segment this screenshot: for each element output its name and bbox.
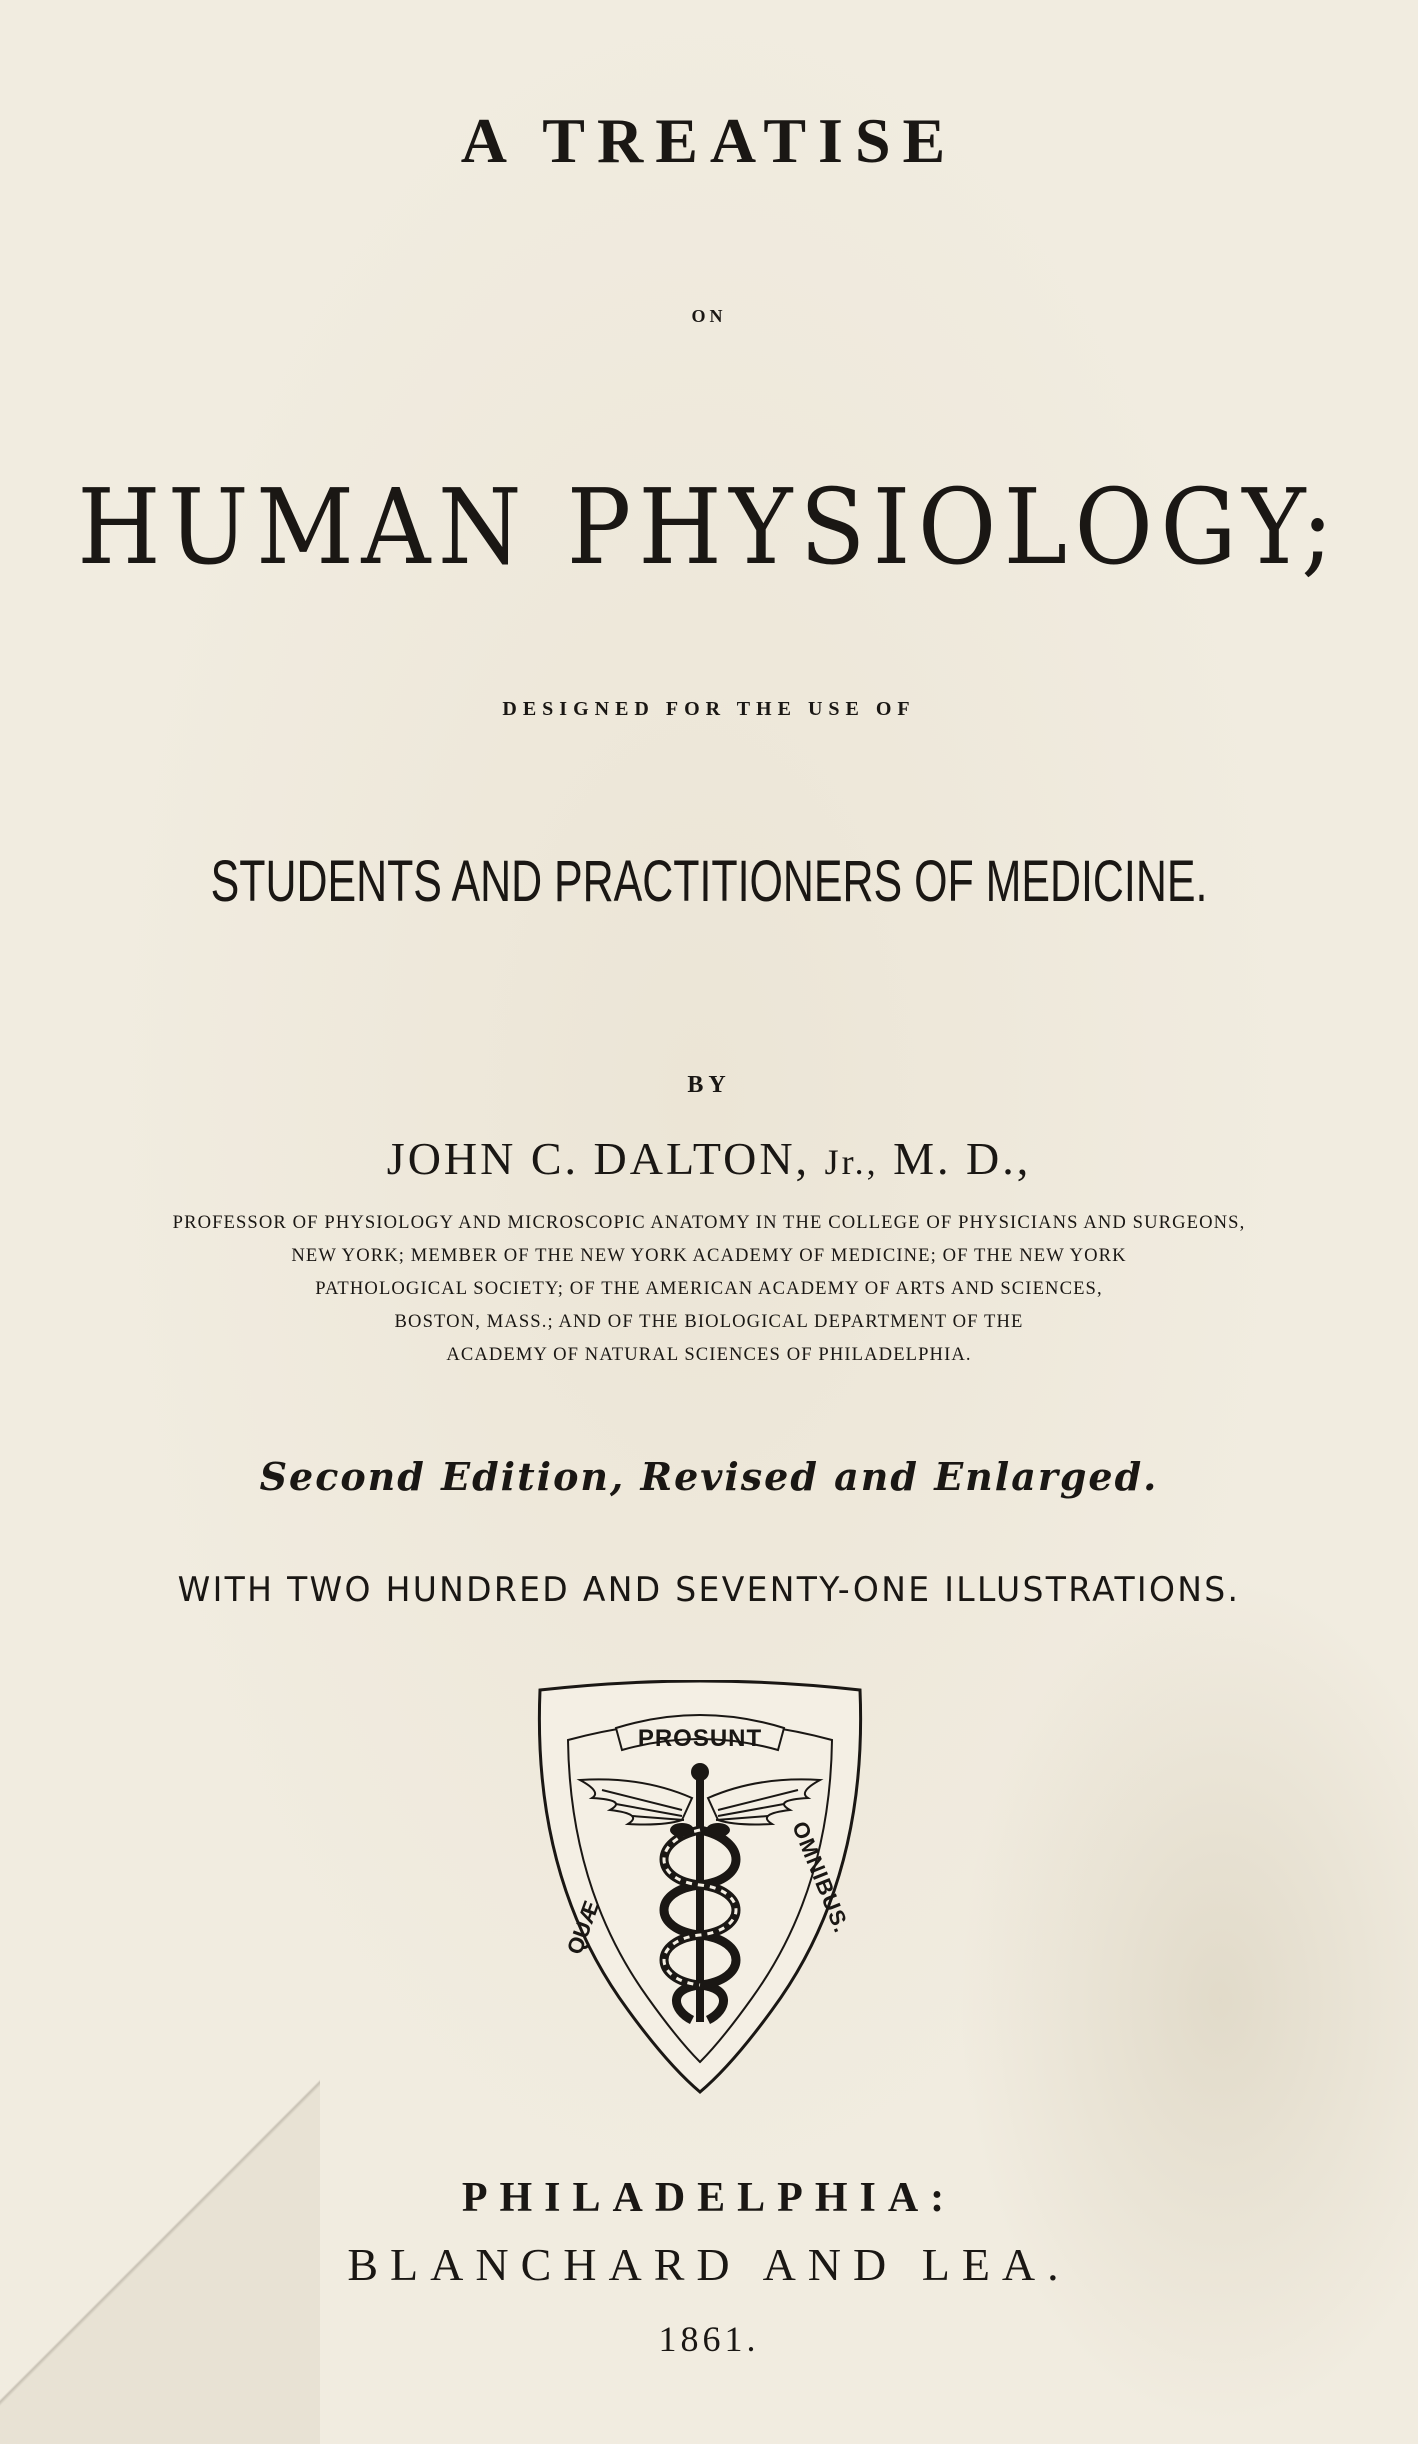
author-suffix: Jr., [824,1142,879,1182]
imprint-year: 1861. [658,2319,760,2359]
affiliation-line: NEW YORK; MEMBER OF THE NEW YORK ACADEMY OF MEDICINE; OF THE NEW YORK [291,1245,1127,1266]
edition-line: Second Edition, Revised and Enlarged. [259,1454,1159,1499]
audience-line: STUDENTS AND PRACTITIONERS OF MEDICINE. [210,849,1208,914]
illustrations-line: WITH TWO HUNDRED AND SEVENTY-ONE ILLUSTRATIONS. [177,1570,1241,1610]
imprint-publisher: BLANCHARD AND LEA. [347,2239,1071,2290]
by-line: BY [687,1072,731,1098]
motto-left: QUÆ [561,1897,605,1958]
title-on: ON [691,306,727,326]
title-subject: HUMAN PHYSIOLOGY; [77,466,1341,588]
affiliation-line: PATHOLOGICAL SOCIETY; OF THE AMERICAN ACADEMY OF ARTS AND SCIENCES, [315,1278,1103,1299]
author-name: JOHN C. DALTON, [386,1133,811,1184]
affiliation-line: BOSTON, MASS.; AND OF THE BIOLOGICAL DEPARTMENT OF THE [394,1311,1024,1332]
motto-right: OMNIBUS. [787,1817,855,1937]
imprint-city: PHILADELPHIA: [461,2175,957,2221]
affiliation-line: PROFESSOR OF PHYSIOLOGY AND MICROSCOPIC ANATOMY IN THE COLLEGE OF PHYSICIANS AND SURGEONS, [172,1212,1246,1233]
author-line [0,1132,1418,1185]
motto-top: PROSUNT [637,1725,763,1752]
title-treatise: A TREATISE [460,105,958,176]
author-degree: M. D., [893,1133,1032,1184]
affiliation-line: ACADEMY OF NATURAL SCIENCES OF PHILADELPHIA. [446,1344,972,1365]
designed-for-line: DESIGNED FOR THE USE OF [502,698,916,720]
caduceus-shield-icon [532,1680,868,2100]
author-affiliations [0,1206,1418,1371]
